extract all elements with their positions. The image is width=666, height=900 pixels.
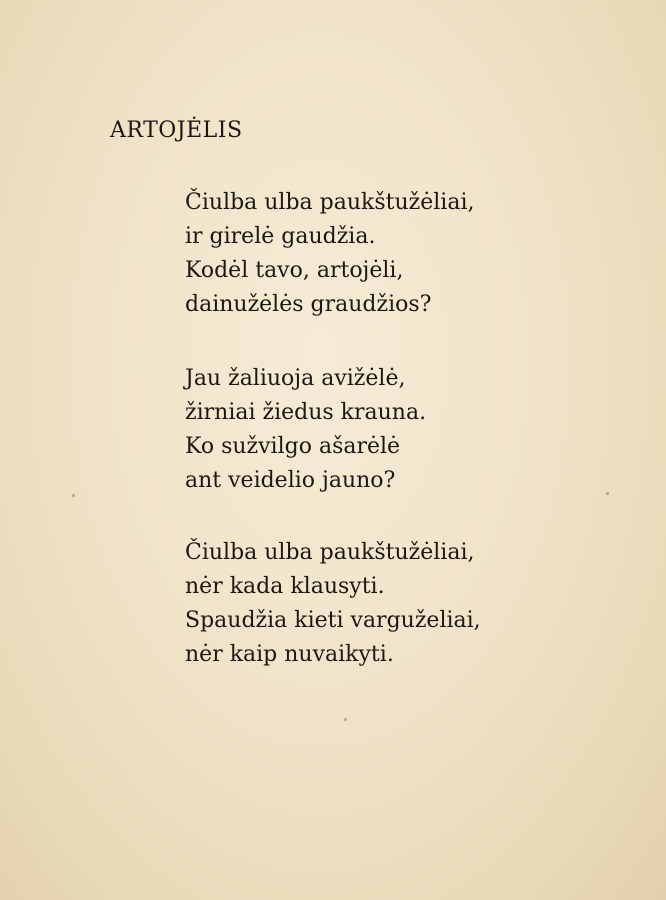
poem-line: nėr kaip nuvaikyti. <box>185 642 394 667</box>
poem-line: dainužėlės graudžios? <box>185 292 432 317</box>
poem-line: ant veidelio jauno? <box>185 468 396 493</box>
poem-line: ir girelė gaudžia. <box>185 224 376 249</box>
paper-speck <box>344 718 347 721</box>
poem-line: žirniai žiedus krauna. <box>185 400 427 425</box>
poem-line: Jau žaliuoja avižėlė, <box>185 366 406 391</box>
stanza-1 <box>185 186 475 322</box>
paper-speck <box>606 492 609 495</box>
poem-line: Spaudžia kieti varguželiai, <box>185 608 481 633</box>
stanza-2 <box>185 362 426 498</box>
poem-line: Čiulba ulba paukštužėliai, <box>185 540 475 565</box>
poem-title: ARTOJĖLIS <box>110 118 243 143</box>
stanza-3 <box>185 536 481 672</box>
poem-line: Kodėl tavo, artojėli, <box>185 258 404 283</box>
poem-line: Ko sužvilgo ašarėlė <box>185 434 401 459</box>
poem-line: Čiulba ulba paukštužėliai, <box>185 190 475 215</box>
poem-line: nėr kada klausyti. <box>185 574 385 599</box>
paper-speck <box>72 494 75 497</box>
